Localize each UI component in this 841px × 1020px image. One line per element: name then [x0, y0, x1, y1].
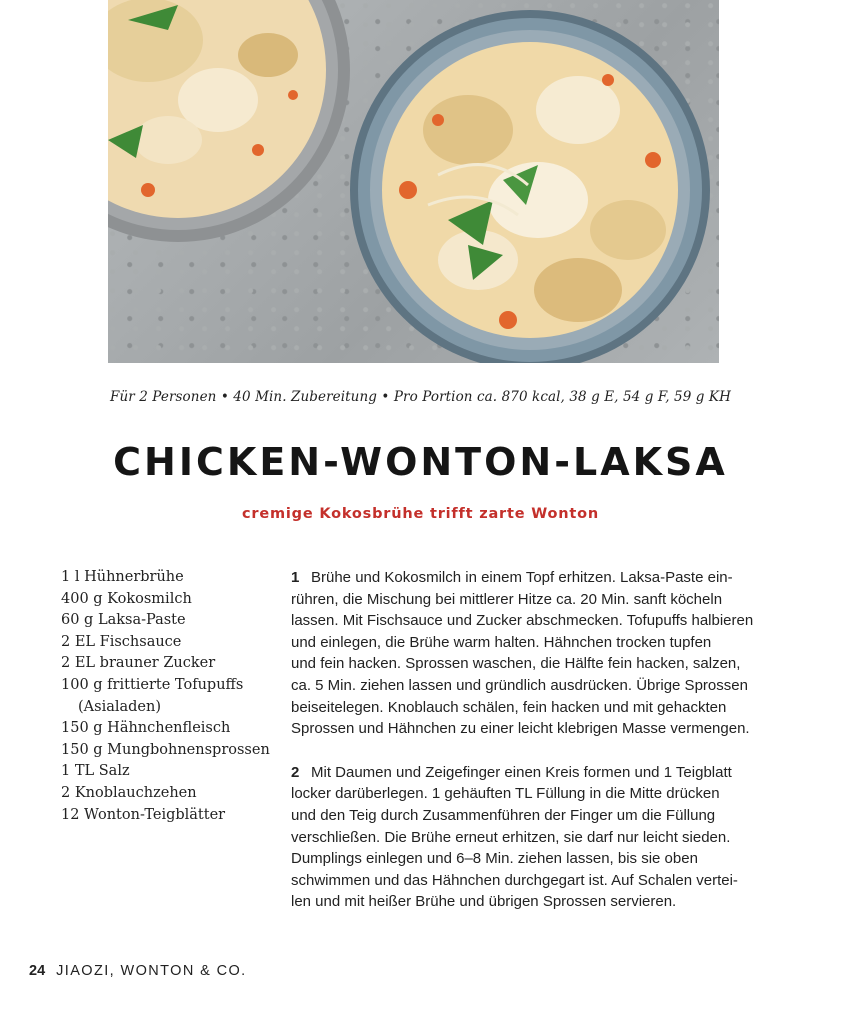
step-line: und fein hacken. Sprossen waschen, die Hälfte fein hacken, salzen,	[291, 655, 741, 673]
step-1	[291, 567, 766, 740]
ingredient-item: 150 g Hähnchenfleisch	[61, 720, 231, 737]
step-line: und den Teig durch Zusammenführen der Finger um die Füllung	[291, 806, 716, 824]
laksa-bowls-illustration	[108, 0, 719, 363]
step-line: und einlegen, die Brühe warm halten. Hähnchen trocken tupfen	[291, 633, 712, 651]
step-line: Dumplings einlegen und 6–8 Min. ziehen lassen, bis sie oben	[291, 850, 698, 868]
chapter-title: JIAOZI, WONTON & CO.	[56, 963, 247, 979]
page-footer	[29, 963, 247, 979]
instruction-steps	[291, 567, 766, 913]
ingredient-item: 1 l Hühnerbrühe	[61, 569, 184, 585]
ingredient-item: 2 EL Fischsauce	[61, 633, 182, 650]
step-spacer	[291, 740, 766, 762]
step-line: beiseitelegen. Knoblauch schälen, fein hacken und mit gehackten	[291, 698, 727, 716]
step-line: Brühe und Kokosmilch in einem Topf erhitzen. Laksa-Paste ein-	[311, 569, 733, 586]
recipe-meta-info: Für 2 Personen • 40 Min. Zubereitung • Pro Portion ca. 870 kcal, 38 g E, 54 g F, 59 g KH	[110, 389, 731, 405]
ingredient-item: 2 EL brauner Zucker	[61, 655, 216, 672]
step-line: rühren, die Mischung bei mittlerer Hitze ca. 20 Min. sanft köcheln	[291, 590, 723, 608]
ingredient-item: 1 TL Salz	[61, 763, 130, 780]
step-line: lassen. Mit Fischsauce und Zucker abschmecken. Tofupuffs halbieren	[291, 612, 754, 630]
ingredient-list	[61, 567, 276, 826]
ingredient-item: 60 g Laksa-Paste	[61, 612, 186, 629]
step-number: 1	[291, 569, 300, 586]
step-2	[291, 762, 766, 913]
step-line: verschließen. Die Brühe erneut erhitzen, sie darf nur leicht sieden.	[291, 828, 731, 846]
step-line: Mit Daumen und Zeigefinger einen Kreis formen und 1 Teigblatt	[311, 763, 732, 781]
step-line: len und mit heißer Brühe und übrigen Sprossen servieren.	[291, 893, 677, 911]
step-line: schwimmen und das Hähnchen durchgegart ist. Auf Schalen vertei-	[291, 871, 738, 889]
page-number: 24	[29, 963, 46, 979]
step-number: 2	[291, 763, 300, 781]
recipe-subtitle: cremige Kokosbrühe trifft zarte Wonton	[242, 506, 599, 522]
right-bowl	[350, 10, 710, 363]
ingredient-note: (Asialaden)	[78, 698, 161, 715]
recipe-title: CHICKEN-WONTON-LAKSA	[113, 440, 728, 484]
recipe-photo	[108, 0, 719, 363]
step-line: locker darüberlegen. 1 gehäuften TL Füllung in die Mitte drücken	[291, 785, 720, 803]
ingredient-item: 2 Knoblauchzehen	[61, 784, 197, 801]
step-line: Sprossen und Hähnchen zu einer leicht klebrigen Masse vermengen.	[291, 720, 750, 738]
ingredient-item: 12 Wonton-Teigblätter	[61, 806, 226, 823]
ingredient-item: 150 g Mungbohnensprossen	[61, 741, 270, 758]
ingredient-item: 100 g frittierte Tofupuffs	[61, 676, 244, 693]
step-line: ca. 5 Min. ziehen lassen und gründlich ausdrücken. Übrige Sprossen	[291, 676, 748, 694]
left-bowl	[108, 0, 350, 242]
ingredient-item: 400 g Kokosmilch	[61, 590, 192, 607]
